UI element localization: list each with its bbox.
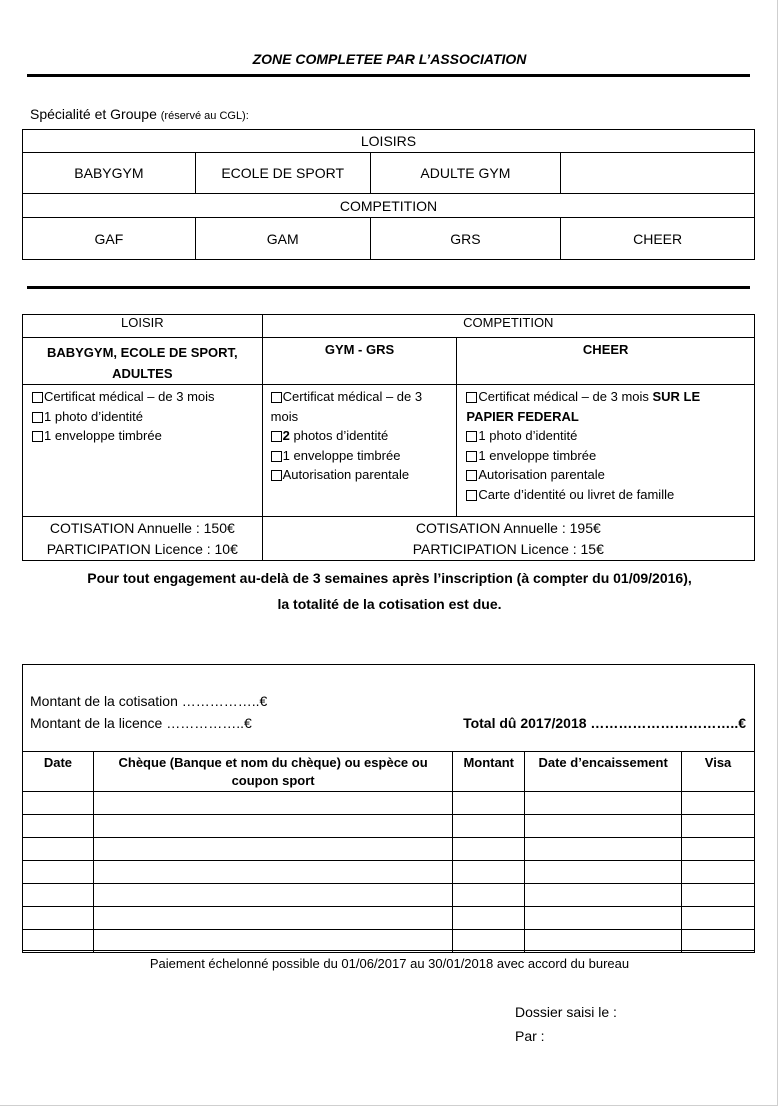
specialite-label bbox=[30, 106, 249, 122]
loisir-licence: PARTICIPATION Licence : 10€ bbox=[46, 541, 238, 557]
loisir-cotisation: COTISATION Annuelle : 150€ bbox=[49, 520, 235, 536]
table-cell[interactable] bbox=[453, 861, 525, 884]
table-cell[interactable] bbox=[525, 861, 682, 884]
checklist-item[interactable]: Carte d’identité ou livret de famille bbox=[466, 485, 754, 505]
table-cell[interactable] bbox=[525, 907, 682, 930]
notice-line-1: Pour tout engagement au-delà de 3 semaines après l’inscription (à compter du 01/09/2016), bbox=[87, 570, 692, 586]
groupes-table bbox=[22, 129, 755, 260]
groupe-cell[interactable]: ADULTE GYM bbox=[370, 153, 561, 194]
table-cell[interactable] bbox=[682, 861, 755, 884]
documents-cheer bbox=[457, 385, 755, 517]
table-cell[interactable] bbox=[525, 930, 682, 953]
documents-loisir bbox=[23, 385, 263, 517]
checklist-item[interactable]: Certificat médical – de 3 mois SUR LE bbox=[466, 387, 754, 407]
paiement-echelonne: Paiement échelonné possible du 01/06/2017 au 30/01/2018 avec accord du bureau bbox=[149, 956, 630, 971]
checkbox[interactable] bbox=[466, 490, 477, 501]
table-cell[interactable] bbox=[682, 792, 755, 815]
checklist-item[interactable]: 1 enveloppe timbrée bbox=[32, 426, 262, 446]
table-cell[interactable] bbox=[93, 792, 452, 815]
table-cell[interactable] bbox=[682, 930, 755, 953]
col-header-visa: Visa bbox=[682, 752, 755, 792]
competition-header: COMPETITION bbox=[23, 194, 755, 218]
table-row bbox=[23, 792, 755, 815]
groupe-cell[interactable]: BABYGYM bbox=[23, 153, 196, 194]
col-title-gym-grs: GYM - GRS bbox=[262, 338, 457, 385]
table-cell[interactable] bbox=[23, 907, 94, 930]
table-row bbox=[23, 930, 755, 953]
col-header-cheque: Chèque (Banque et nom du chèque) ou espèce ou coupon sport bbox=[93, 752, 452, 792]
table-cell[interactable] bbox=[453, 930, 525, 953]
table-cell[interactable] bbox=[525, 838, 682, 861]
groupe-cell-empty[interactable] bbox=[561, 153, 755, 194]
checklist-item[interactable]: 1 enveloppe timbrée bbox=[466, 446, 754, 466]
table-cell[interactable] bbox=[23, 792, 94, 815]
groupe-cell[interactable]: ECOLE DE SPORT bbox=[195, 153, 370, 194]
montant-licence[interactable]: Montant de la licence ……………..€ bbox=[30, 715, 252, 731]
competition-header: COMPETITION bbox=[262, 315, 754, 338]
dossier-saisi-label: Dossier saisi le : bbox=[515, 1004, 617, 1020]
table-cell[interactable] bbox=[453, 884, 525, 907]
checklist-item[interactable]: 1 photo d’identité bbox=[32, 407, 262, 427]
table-cell[interactable] bbox=[93, 884, 452, 907]
table-cell[interactable] bbox=[93, 815, 452, 838]
table-cell[interactable] bbox=[453, 815, 525, 838]
table-cell[interactable] bbox=[23, 815, 94, 838]
checkbox[interactable] bbox=[271, 392, 282, 403]
checkbox[interactable] bbox=[32, 431, 43, 442]
col-title-loisir: BABYGYM, ECOLE DE SPORT, ADULTES bbox=[23, 338, 263, 385]
checkbox[interactable] bbox=[271, 431, 282, 442]
checkbox[interactable] bbox=[271, 451, 282, 462]
table-cell[interactable] bbox=[453, 792, 525, 815]
col-header-date: Date bbox=[23, 752, 94, 792]
checklist-item[interactable]: Certificat médical – de 3 bbox=[271, 387, 457, 407]
specialite-note: (réservé au CGL): bbox=[160, 110, 249, 122]
engagement-notice bbox=[0, 565, 779, 617]
montant-cotisation[interactable]: Montant de la cotisation ……………..€ bbox=[30, 693, 268, 709]
checklist-item-continued: mois bbox=[270, 408, 299, 424]
groupe-cell[interactable]: CHEER bbox=[561, 218, 755, 260]
table-cell[interactable] bbox=[453, 838, 525, 861]
competition-cotisation: COTISATION Annuelle : 195€ bbox=[415, 520, 601, 536]
groupe-cell[interactable]: GAM bbox=[195, 218, 370, 260]
table-cell[interactable] bbox=[525, 792, 682, 815]
loisir-header: LOISIR bbox=[23, 315, 263, 338]
loisirs-header: LOISIRS bbox=[23, 130, 755, 153]
col-title-cheer: CHEER bbox=[457, 338, 755, 385]
table-cell[interactable] bbox=[23, 884, 94, 907]
checklist-item[interactable]: Autorisation parentale bbox=[466, 465, 754, 485]
table-row bbox=[23, 838, 755, 861]
table-row bbox=[23, 815, 755, 838]
table-row bbox=[23, 884, 755, 907]
checkbox[interactable] bbox=[466, 470, 477, 481]
payments-table bbox=[22, 751, 755, 953]
documents-gym-grs bbox=[262, 385, 457, 517]
checkbox[interactable] bbox=[271, 470, 282, 481]
table-cell[interactable] bbox=[23, 930, 94, 953]
checklist-item[interactable]: 2 photos d’identité bbox=[271, 426, 457, 446]
table-cell[interactable] bbox=[93, 861, 452, 884]
table-cell[interactable] bbox=[93, 838, 452, 861]
checklist-item[interactable]: Autorisation parentale bbox=[271, 465, 457, 485]
section-title: ZONE COMPLETEE PAR L’ASSOCIATION bbox=[252, 51, 527, 67]
table-cell[interactable] bbox=[682, 884, 755, 907]
competition-licence: PARTICIPATION Licence : 15€ bbox=[412, 541, 604, 557]
checkbox[interactable] bbox=[466, 451, 477, 462]
table-cell[interactable] bbox=[682, 815, 755, 838]
groupe-cell[interactable]: GAF bbox=[23, 218, 196, 260]
par-label: Par : bbox=[515, 1028, 545, 1044]
checklist-item[interactable]: 1 enveloppe timbrée bbox=[271, 446, 457, 466]
divider-middle bbox=[27, 286, 750, 289]
col-header-montant: Montant bbox=[453, 752, 525, 792]
specialite-text: Spécialité et Groupe bbox=[30, 106, 157, 122]
payment-amounts bbox=[30, 690, 267, 734]
table-cell[interactable] bbox=[525, 884, 682, 907]
table-row bbox=[23, 861, 755, 884]
table-cell[interactable] bbox=[93, 907, 452, 930]
documents-table bbox=[22, 314, 755, 561]
table-cell[interactable] bbox=[525, 815, 682, 838]
competition-tarifs bbox=[262, 517, 754, 561]
total-du[interactable]: Total dû 2017/2018 …………………………..€ bbox=[463, 715, 746, 731]
checkbox[interactable] bbox=[32, 412, 43, 423]
checklist-item[interactable]: Certificat médical – de 3 mois bbox=[32, 387, 262, 407]
table-cell[interactable] bbox=[453, 907, 525, 930]
divider-top bbox=[27, 74, 750, 77]
table-cell[interactable] bbox=[682, 907, 755, 930]
table-cell[interactable] bbox=[23, 861, 94, 884]
table-cell[interactable] bbox=[93, 930, 452, 953]
table-cell[interactable] bbox=[682, 838, 755, 861]
checkbox[interactable] bbox=[32, 392, 43, 403]
groupe-cell[interactable]: GRS bbox=[370, 218, 561, 260]
checklist-item[interactable]: 1 photo d’identité bbox=[466, 426, 754, 446]
table-cell[interactable] bbox=[23, 838, 94, 861]
checklist-item-continued: PAPIER FEDERAL bbox=[466, 408, 579, 424]
checkbox[interactable] bbox=[466, 431, 477, 442]
loisir-tarifs bbox=[23, 517, 263, 561]
checkbox[interactable] bbox=[466, 392, 477, 403]
table-row bbox=[23, 907, 755, 930]
col-header-encaissement: Date d’encaissement bbox=[525, 752, 682, 792]
notice-line-2: la totalité de la cotisation est due. bbox=[277, 596, 502, 612]
payments-rows bbox=[23, 792, 755, 953]
